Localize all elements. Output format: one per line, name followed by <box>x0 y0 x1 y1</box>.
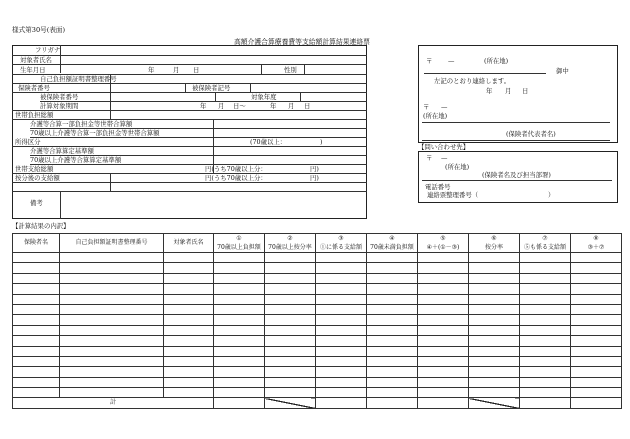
table-cell[interactable] <box>164 284 214 294</box>
over70-standard-label: 70歳以上介護等合算算定基準額 <box>30 156 122 164</box>
table-cell[interactable] <box>469 377 520 387</box>
table-cell[interactable] <box>367 273 418 283</box>
table-cell[interactable] <box>418 273 469 283</box>
table-cell[interactable] <box>469 304 520 314</box>
birth-year-unit: 年 <box>148 66 155 74</box>
inquiry-postal-mark: 〒 <box>426 154 433 162</box>
col-label-9: ⑤も係る支給額 <box>520 243 571 253</box>
notice-text: 左記のとおり連絡します。 <box>434 77 511 85</box>
total-row <box>13 398 622 408</box>
table-cell[interactable] <box>418 367 469 377</box>
table-cell[interactable] <box>418 253 469 263</box>
table-cell[interactable] <box>214 253 265 263</box>
remarks-label: 備考 <box>30 199 43 207</box>
table-cell[interactable] <box>164 346 214 356</box>
table-cell[interactable] <box>164 377 214 387</box>
table-cell[interactable] <box>214 304 265 314</box>
table-cell[interactable] <box>214 294 265 304</box>
inquiry-address-label: (所在地) <box>445 163 470 171</box>
table-cell[interactable] <box>60 377 164 387</box>
table-cell[interactable] <box>367 346 418 356</box>
household-payment-value: 円(うち70歳以上分： <box>205 165 267 173</box>
table-cell[interactable] <box>164 253 214 263</box>
table-cell[interactable] <box>164 273 214 283</box>
table-cell[interactable] <box>367 377 418 387</box>
gender-label: 性別 <box>284 66 297 74</box>
table-cell[interactable] <box>265 377 316 387</box>
sender-rep-label: (保険者代表者名) <box>506 130 556 138</box>
table-cell[interactable] <box>571 336 622 346</box>
table-row <box>13 263 622 273</box>
table-row <box>13 356 622 366</box>
table-cell[interactable] <box>418 356 469 366</box>
honorific: 御中 <box>556 67 569 75</box>
table-cell[interactable] <box>265 294 316 304</box>
col-label-10: ③＋⑦ <box>571 243 622 253</box>
income-class-label: 所得区分 <box>15 138 41 146</box>
table-cell[interactable] <box>13 388 60 398</box>
table-cell[interactable] <box>60 273 164 283</box>
table-cell[interactable] <box>316 388 367 398</box>
period-unit-3: 日〜 <box>233 102 246 110</box>
table-cell[interactable] <box>316 346 367 356</box>
income-class-note: (70歳以上： <box>250 138 287 146</box>
table-cell[interactable] <box>469 284 520 294</box>
table-cell[interactable] <box>265 356 316 366</box>
table-cell[interactable] <box>418 336 469 346</box>
table-cell[interactable] <box>13 315 60 325</box>
table-cell[interactable] <box>571 263 622 273</box>
table-cell[interactable] <box>367 263 418 273</box>
table-cell[interactable] <box>316 294 367 304</box>
table-cell[interactable] <box>214 356 265 366</box>
table-cell[interactable] <box>265 336 316 346</box>
notice-month-unit: 月 <box>505 87 512 95</box>
household-total-label: 世帯負担総額 <box>15 111 54 119</box>
col-label-6: 70歳未満負担額 <box>367 243 418 253</box>
table-cell[interactable] <box>469 325 520 335</box>
table-cell[interactable] <box>164 325 214 335</box>
table-row <box>13 315 622 325</box>
table-cell[interactable] <box>367 336 418 346</box>
col-label-3: 70歳以上負担額 <box>214 243 265 253</box>
period-unit-5: 月 <box>288 102 295 110</box>
col-number-3: ① <box>214 234 265 244</box>
col-label-5: ①に係る支給額 <box>316 243 367 253</box>
table-cell[interactable] <box>571 284 622 294</box>
table-cell[interactable] <box>13 263 60 273</box>
subject-name-label: 対象者氏名 <box>20 56 52 64</box>
table-cell[interactable] <box>214 336 265 346</box>
table-cell[interactable] <box>520 315 571 325</box>
table-cell[interactable] <box>13 273 60 283</box>
table-cell[interactable] <box>469 336 520 346</box>
total-cell[interactable] <box>316 398 367 408</box>
apportioned-payment-unit: 円) <box>310 174 319 182</box>
table-cell[interactable] <box>164 356 214 366</box>
table-cell[interactable] <box>60 346 164 356</box>
table-cell[interactable] <box>418 284 469 294</box>
table-cell[interactable] <box>214 325 265 335</box>
period-unit-1: 年 <box>200 102 207 110</box>
table-cell[interactable] <box>316 273 367 283</box>
table-cell[interactable] <box>265 315 316 325</box>
table-cell[interactable] <box>60 253 164 263</box>
birth-month-unit: 月 <box>173 66 180 74</box>
table-cell[interactable] <box>13 304 60 314</box>
table-cell[interactable] <box>164 388 214 398</box>
address-label: (所在地) <box>484 57 509 65</box>
table-cell[interactable] <box>60 294 164 304</box>
table-cell[interactable] <box>316 336 367 346</box>
form-number: 様式第30号(表面) <box>12 26 66 34</box>
table-cell[interactable] <box>60 263 164 273</box>
postal-dash: — <box>448 57 455 65</box>
breakdown-heading: 【計算結果の内訳】 <box>12 222 70 230</box>
table-row <box>13 388 622 398</box>
table-cell[interactable] <box>367 284 418 294</box>
table-cell[interactable] <box>469 346 520 356</box>
table-cell[interactable] <box>571 315 622 325</box>
table-cell[interactable] <box>60 304 164 314</box>
care-total-label: 介護等合算一部負担金等世帯合算額 <box>30 120 133 128</box>
sender-address-label: (所在地) <box>423 112 448 120</box>
table-cell[interactable] <box>367 294 418 304</box>
table-cell[interactable] <box>520 273 571 283</box>
table-cell[interactable] <box>13 294 60 304</box>
table-cell[interactable] <box>367 388 418 398</box>
table-cell[interactable] <box>60 356 164 366</box>
table-cell[interactable] <box>520 346 571 356</box>
table-cell[interactable] <box>164 304 214 314</box>
table-cell[interactable] <box>60 336 164 346</box>
table-cell[interactable] <box>571 325 622 335</box>
insured-no-label: 被保険者番号 <box>40 93 79 101</box>
table-cell[interactable] <box>367 367 418 377</box>
total-cell-crossed <box>469 398 520 408</box>
table-cell[interactable] <box>520 377 571 387</box>
notice-year-unit: 年 <box>486 87 493 95</box>
table-cell[interactable] <box>571 377 622 387</box>
table-cell[interactable] <box>164 315 214 325</box>
table-cell[interactable] <box>418 315 469 325</box>
table-cell[interactable] <box>418 325 469 335</box>
birth-day-unit: 日 <box>193 66 200 74</box>
table-cell[interactable] <box>469 367 520 377</box>
page-title: 高額介護合算療養費等支給額計算結果連絡票 <box>234 38 370 46</box>
breakdown-table <box>12 233 622 409</box>
table-cell[interactable] <box>469 315 520 325</box>
table-cell[interactable] <box>367 304 418 314</box>
table-row <box>13 367 622 377</box>
col-label-7: ④＋(①－③) <box>418 243 469 253</box>
table-cell[interactable] <box>164 336 214 346</box>
table-cell[interactable] <box>367 325 418 335</box>
calc-period-label: 計算対象期間 <box>40 102 79 110</box>
table-cell[interactable] <box>367 315 418 325</box>
table-cell[interactable] <box>367 253 418 263</box>
table-cell[interactable] <box>13 253 60 263</box>
sender-postal-dash: — <box>441 103 448 111</box>
total-cell[interactable] <box>367 398 418 408</box>
insured-symbol-label: 被保険者記号 <box>192 84 231 92</box>
table-cell[interactable] <box>571 346 622 356</box>
col-header-0: 保険者名 <box>13 234 60 253</box>
table-cell[interactable] <box>13 367 60 377</box>
col-number-5: ③ <box>316 234 367 244</box>
table-cell[interactable] <box>265 284 316 294</box>
table-cell[interactable] <box>13 325 60 335</box>
table-cell[interactable] <box>13 377 60 387</box>
col-number-4: ② <box>265 234 316 244</box>
table-cell[interactable] <box>265 304 316 314</box>
table-cell[interactable] <box>469 388 520 398</box>
phone-label: 電話番号 <box>425 183 451 191</box>
inquiry-dept-label: (保険者名及び担当部署) <box>482 171 551 179</box>
table-cell[interactable] <box>316 325 367 335</box>
table-cell[interactable] <box>469 294 520 304</box>
table-cell[interactable] <box>418 388 469 398</box>
table-cell[interactable] <box>571 388 622 398</box>
table-cell[interactable] <box>164 263 214 273</box>
table-cell[interactable] <box>265 346 316 356</box>
table-cell[interactable] <box>13 284 60 294</box>
period-unit-6: 日 <box>304 102 311 110</box>
table-cell[interactable] <box>214 377 265 387</box>
table-row <box>13 253 622 263</box>
table-cell[interactable] <box>60 315 164 325</box>
total-cell[interactable] <box>418 398 469 408</box>
table-cell[interactable] <box>520 304 571 314</box>
household-payment-unit: 円) <box>310 165 319 173</box>
table-row <box>13 325 622 335</box>
period-unit-4: 年 <box>270 102 277 110</box>
sender-postal-mark: 〒 <box>423 103 430 111</box>
table-cell[interactable] <box>265 388 316 398</box>
apportioned-payment-value: 円(うち70歳以上分： <box>205 174 267 182</box>
table-row <box>13 273 622 283</box>
table-row <box>13 377 622 387</box>
col-number-10: ⑧ <box>571 234 622 244</box>
total-cell-crossed <box>265 398 316 408</box>
table-cell[interactable] <box>571 273 622 283</box>
table-cell[interactable] <box>469 263 520 273</box>
table-cell[interactable] <box>60 284 164 294</box>
table-cell[interactable] <box>214 263 265 273</box>
table-cell[interactable] <box>214 315 265 325</box>
table-cell[interactable] <box>520 336 571 346</box>
table-cell[interactable] <box>60 367 164 377</box>
table-row <box>13 284 622 294</box>
table-row <box>13 336 622 346</box>
target-year-label: 対象年度 <box>251 93 277 101</box>
insurer-no-label: 保険者番号 <box>18 84 50 92</box>
table-cell[interactable] <box>265 367 316 377</box>
col-header-1: 自己負担額証明書整理番号 <box>60 234 164 253</box>
table-cell[interactable] <box>214 273 265 283</box>
table-cell[interactable] <box>469 253 520 263</box>
notice-day-unit: 日 <box>522 87 529 95</box>
self-pay-cert-label: 自己負担額証明書整理番号 <box>40 75 117 83</box>
table-cell[interactable] <box>214 367 265 377</box>
table-cell[interactable] <box>520 263 571 273</box>
table-cell[interactable] <box>520 284 571 294</box>
col-number-6: ④ <box>367 234 418 244</box>
table-cell[interactable] <box>418 294 469 304</box>
table-cell[interactable] <box>316 367 367 377</box>
table-cell[interactable] <box>13 346 60 356</box>
over70-total-label: 70歳以上介護等合算一部負担金等世帯合算額 <box>30 129 160 137</box>
care-standard-label: 介護等合算算定基準額 <box>30 147 94 155</box>
table-cell[interactable] <box>469 356 520 366</box>
table-cell[interactable] <box>571 294 622 304</box>
table-cell[interactable] <box>316 377 367 387</box>
table-cell[interactable] <box>469 273 520 283</box>
table-row <box>13 304 622 314</box>
table-cell[interactable] <box>164 294 214 304</box>
contact-ref-label: 連絡票整理番号（ <box>427 191 479 199</box>
postal-mark: 〒 <box>426 57 433 65</box>
table-cell[interactable] <box>520 294 571 304</box>
table-cell[interactable] <box>13 356 60 366</box>
inquiry-postal-dash: — <box>441 154 448 162</box>
table-cell[interactable] <box>520 356 571 366</box>
table-cell[interactable] <box>367 356 418 366</box>
household-payment-label: 世帯支給総額 <box>15 165 54 173</box>
inquiry-heading: 【問い合わせ先】 <box>418 143 470 151</box>
col-number-7: ⑤ <box>418 234 469 244</box>
table-cell[interactable] <box>316 263 367 273</box>
table-cell[interactable] <box>316 304 367 314</box>
period-unit-2: 月 <box>218 102 225 110</box>
apportioned-payment-label: 按分後の支給額 <box>15 174 60 182</box>
table-cell[interactable] <box>214 284 265 294</box>
table-cell[interactable] <box>418 304 469 314</box>
table-cell[interactable] <box>418 263 469 273</box>
table-cell[interactable] <box>520 325 571 335</box>
table-cell[interactable] <box>418 346 469 356</box>
table-cell[interactable] <box>520 388 571 398</box>
col-label-8: 按分率 <box>469 243 520 253</box>
table-cell[interactable] <box>214 346 265 356</box>
table-cell[interactable] <box>520 253 571 263</box>
table-cell[interactable] <box>60 325 164 335</box>
table-cell[interactable] <box>316 315 367 325</box>
table-cell[interactable] <box>571 356 622 366</box>
total-cell[interactable] <box>520 398 571 408</box>
table-cell[interactable] <box>265 325 316 335</box>
table-cell[interactable] <box>60 388 164 398</box>
table-cell[interactable] <box>265 273 316 283</box>
table-cell[interactable] <box>316 253 367 263</box>
table-cell[interactable] <box>265 253 316 263</box>
table-cell[interactable] <box>13 336 60 346</box>
table-cell[interactable] <box>214 388 265 398</box>
table-cell[interactable] <box>164 367 214 377</box>
col-number-9: ⑦ <box>520 234 571 244</box>
table-cell[interactable] <box>520 367 571 377</box>
col-header-2: 対象者氏名 <box>164 234 214 253</box>
income-class-close: ) <box>320 138 323 146</box>
birth-date-label: 生年月日 <box>20 66 46 74</box>
col-number-8: ⑥ <box>469 234 520 244</box>
contact-ref-close: ） <box>548 191 555 199</box>
total-cell[interactable] <box>571 398 622 408</box>
table-cell[interactable] <box>571 253 622 263</box>
furigana-label: フリガナ <box>35 46 61 54</box>
table-cell[interactable] <box>316 284 367 294</box>
table-row <box>13 346 622 356</box>
table-cell[interactable] <box>571 367 622 377</box>
table-cell[interactable] <box>265 263 316 273</box>
col-label-4: 70歳以上按分率 <box>265 243 316 253</box>
total-label: 計 <box>13 398 214 408</box>
table-row <box>13 294 622 304</box>
table-cell[interactable] <box>316 356 367 366</box>
table-cell[interactable] <box>418 377 469 387</box>
table-cell[interactable] <box>571 304 622 314</box>
total-cell[interactable] <box>214 398 265 408</box>
